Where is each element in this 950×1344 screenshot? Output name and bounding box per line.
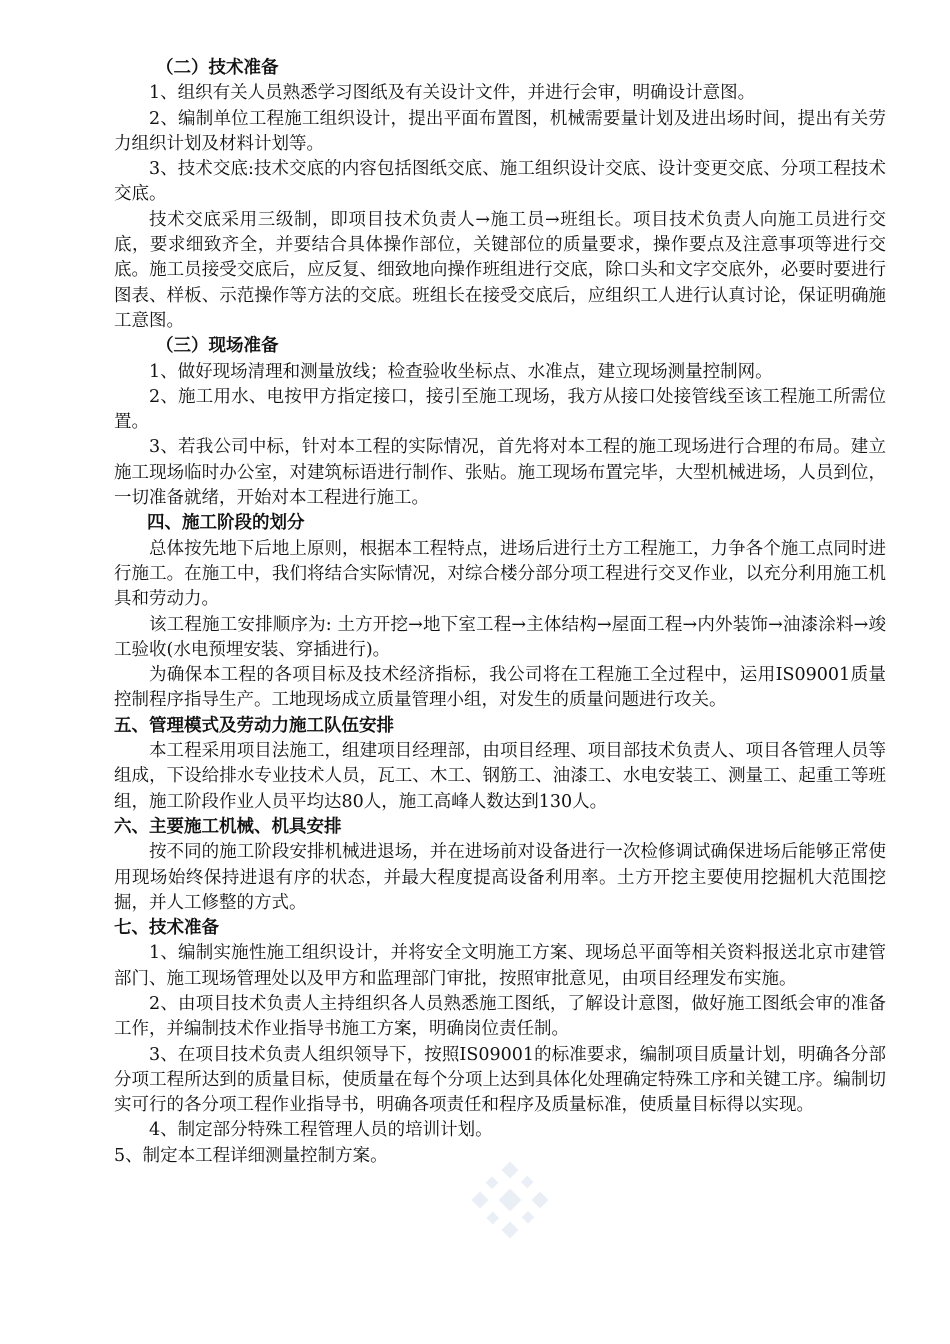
paragraph: 技术交底采用三级制，即项目技术负责人→施工员→班组长。项目技术负责人向施工员进行交底，要求细致齐全，并要结合具体操作部位，关键部位的质量要求，操作要点及注意事项等进行交底。施工员接受交底后，应反复、细致地向操作班组进行交底，除口头和文字交底外，必要时要进行图表、样板、示范操作等方法的交底。班组长在接受交底后，应组织工人进行认真讨论，保证明确施工意图。 [114, 209, 886, 331]
paragraph: 3、在项目技术负责人组织领导下，按照IS09001的标准要求，编制项目质量计划，明确各分部分项工程所达到的质量目标，使质量在每个分项上达到具体化处理确定特殊工序和关键工序。编制切实可行的各分项工程作业指导书，明确各项责任和程序及质量标准，使质量目标得以实现。 [114, 1044, 886, 1116]
paragraph: 1、组织有关人员熟悉学习图纸及有关设计文件，并进行会审，明确设计意图。 [149, 83, 756, 104]
paragraph: 5、制定本工程详细测量控制方案。 [114, 1145, 388, 1166]
section-heading: 五、管理模式及劳动力施工队伍安排 [114, 715, 394, 736]
section-heading: 七、技术准备 [114, 918, 219, 939]
paragraph: 为确保本工程的各项目标及技术经济指标，我公司将在工程施工全过程中，运用IS09001质量控制程序指导生产。工地现场成立质量管理小组，对发生的质量问题进行攻关。 [114, 665, 886, 711]
paragraph: 2、施工用水、电按甲方指定接口，接引至施工现场，我方从接口处接管线至该工程施工所需位置。 [114, 386, 886, 433]
paragraph: 按不同的施工阶段安排机械进退场，并在进场前对设备进行一次检修调试确保进场后能够正常使用现场始终保持进退有序的状态，并最大程度提高设备利用率。土方开挖主要使用挖掘机大范围挖掘，并人工修整的方式。 [114, 842, 886, 913]
paragraph: 3、若我公司中标，针对本工程的实际情况，首先将对本工程的施工现场进行合理的布局。建立施工现场临时办公室，对建筑标语进行制作、张贴。施工现场布置完毕，大型机械进场，人员到位，一切准备就绪，开始对本工程进行施工。 [114, 437, 886, 509]
section-heading: （二）技术准备 [156, 58, 279, 78]
paragraph: 3、技术交底:技术交底的内容包括图纸交底、施工组织设计交底、设计变更交底、分项工程技术交底。 [114, 159, 886, 205]
section-heading: 六、主要施工机械、机具安排 [114, 816, 342, 837]
watermark-icon [470, 1160, 550, 1240]
paragraph: 2、编制单位工程施工组织设计，提出平面布置图，机械需要量计划及进出场时间，提出有关劳力组织计划及材料计划等。 [114, 108, 886, 154]
document-body [114, 56, 886, 1169]
paragraph: 本工程采用项目法施工，组建项目经理部，由项目经理、项目部技术负责人、项目各管理人员等组成，下设给排水专业技术人员，瓦工、木工、钢筋工、油漆工、水电安装工、测量工、起重工等班组，施工阶段作业人员平均达80人，施工高峰人数达到130人。 [114, 741, 886, 812]
paragraph: 该工程施工安排顺序为: 土方开挖→地下室工程→主体结构→屋面工程→内外装饰→油漆涂料→竣工验收(水电预埋安装、穿插进行)。 [114, 614, 886, 660]
section-heading: （三）现场准备 [156, 336, 279, 357]
paragraph: 2、由项目技术负责人主持组织各人员熟悉施工图纸，了解设计意图，做好施工图纸会审的准备工作，并编制技术作业指导书施工方案，明确岗位责任制。 [114, 993, 886, 1040]
paragraph: 总体按先地下后地上原则，根据本工程特点，进场后进行土方工程施工，力争各个施工点同时进行施工。在施工中，我们将结合实际情况，对综合楼分部分项工程进行交叉作业，以充分利用施工机具和劳动力。 [114, 538, 886, 610]
section-heading: 四、施工阶段的划分 [147, 513, 305, 534]
paragraph: 1、做好现场清理和测量放线；检查验收坐标点、水准点，建立现场测量控制网。 [149, 361, 773, 382]
paragraph: 1、编制实施性施工组织设计，并将安全文明施工方案、现场总平面等相关资料报送北京市建管部门、施工现场管理处以及甲方和监理部门审批，按照审批意见，由项目经理发布实施。 [114, 943, 886, 989]
paragraph: 4、制定部分特殊工程管理人员的培训计划。 [149, 1120, 493, 1141]
